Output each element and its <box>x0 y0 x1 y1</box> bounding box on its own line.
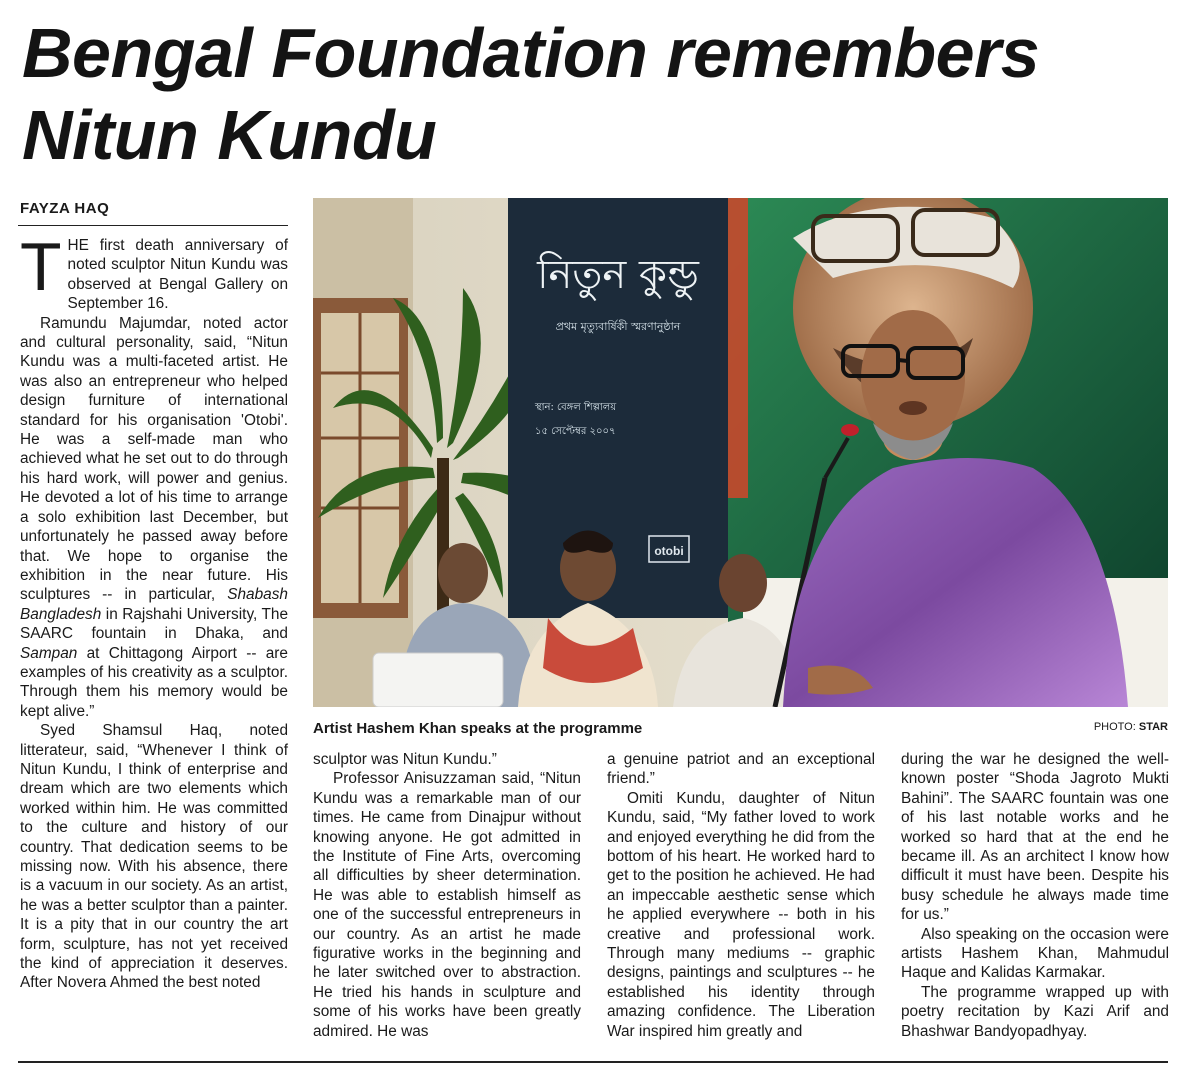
paragraph-closing: The programme wrapped up with poetry recitation by Kazi Arif and Bhashwar Bandyopadhyay. <box>901 983 1169 1040</box>
paragraph-anisuzzaman: Professor Anisuzzaman said, “Nitun Kundu was a remarkable man of our times. He came from Dinajpur without knowing anyone. He got admitted in the Institute of Fine Arts, overcoming all difficulties by sheer determination. He was able to establish himself as one of the successful entrepreneurs in our country. As an artist he made figurative works in the beginning and he later switched over to abstraction. He tried his hands in sculpture and some of his works have been greatly admired. He was <box>313 770 581 1040</box>
paragraph-shamsul-haq: Syed Shamsul Haq, noted litterateur, said, “Whenever I think of Nitun Kundu, I think of enterprise and dream which are two elements which worked within him. He was committed to the culture and history of our country. That dedication seems to be missing now. With his absence, there is a vacuum in our society. As an artist, he was a better sculptor than a painter. It is a pity that in our country the art form, sculpture, has not yet received the kind of appreciation it deserves. After Novera Ahmed the best noted <box>20 722 288 992</box>
paragraph-omiti-kundu: Omiti Kundu, daughter of Nitun Kundu, said, “My father loved to work and enjoyed everything he did from the bottom of his heart. He worked hard to get to the position he achieved. He had an impeccable aesthetic sense which he applied everywhere -- both in his creative and professional work. Through many mediums -- graphic designs, paintings and sculptures -- he established his identity through amazing confidence. The Liberation War inspired him greatly and <box>607 789 875 1040</box>
paragraph-continued: sculptor was Nitun Kundu.” <box>313 751 497 768</box>
credit-name: STAR <box>1138 721 1168 733</box>
quote-text: Ramundu Majumdar, noted actor and cultural personality, said, “Nitun Kundu was a multi-faceted artist. He was also an entrepreneur who helped design furniture of international standard for his organisation 'Otobi'. He was a self-made man who achieved what he set out to do through his hard work, will power and genius. He devoted a lot of his time to arrange a solo exhibition last December, but unfortunately he passed away before that. We hope to organise the exhibition in the near future. His sculptures -- in particular, <box>20 314 288 604</box>
sculpture-title: Shabash Bangladesh <box>20 586 288 623</box>
paragraph-continued: a genuine patriot and an exceptional friend.” <box>607 751 875 788</box>
banner-venue: স্থান: বেঙ্গল শিল্পালয় <box>535 402 617 413</box>
drop-cap: T <box>20 229 62 305</box>
photo-credit <box>1040 721 1168 733</box>
bottom-rule <box>18 1061 1168 1063</box>
article-column-1 <box>20 229 288 993</box>
paragraph-other-speakers: Also speaking on the occasion were artists Hashem Khan, Mahmudul Haque and Kalidas Karmakar. <box>901 925 1169 982</box>
headline-line-2: Nitun Kundu <box>22 96 437 174</box>
article-column-2 <box>313 750 581 1041</box>
intro-text: HE first death anniversary of noted sculptor Nitun Kundu was observed at Bengal Gallery on September 16. <box>67 237 288 313</box>
quote-text: in Rajshahi University, The SAARC fountain in Dhaka, and <box>20 605 288 643</box>
sculpture-title: Sampan <box>20 644 78 662</box>
banner-logo: otobi <box>654 544 684 558</box>
article-column-4 <box>901 750 1169 1041</box>
paragraph-continued: during the war he designed the well-known poster “Shoda Jagroto Mukti Bahini”. The SAARC fountain was one of his last notable works and he worked so hard that at the end he became ill. As an architect I know how difficult it must have been. Despite his busy schedule he always made time for us.” <box>901 751 1169 924</box>
byline: FAYZA HAQ <box>20 200 110 217</box>
article-column-3 <box>607 750 875 1041</box>
paragraph-ramundu <box>20 314 288 722</box>
banner-title: নিতুন কুন্ডু <box>537 252 699 298</box>
byline-rule <box>18 225 288 226</box>
headline <box>22 12 1162 176</box>
photo-illustration <box>313 198 1168 707</box>
photo <box>313 198 1168 707</box>
credit-prefix: PHOTO: <box>1093 721 1139 733</box>
headline-line-1: Bengal Foundation remembers <box>22 14 1040 92</box>
paragraph-intro <box>20 229 288 314</box>
quote-text: at Chittagong Airport -- are examples of his creativity as a sculptor. Through them his memory would be kept alive.” <box>20 644 288 720</box>
banner-date: ১৫ সেপ্টেম্বর ২০০৭ <box>535 426 616 437</box>
photo-caption: Artist Hashem Khan speaks at the programme <box>313 720 643 737</box>
banner-subtitle: প্রথম মৃত্যুবার্ষিকী স্মরণানুষ্ঠান <box>555 320 681 333</box>
